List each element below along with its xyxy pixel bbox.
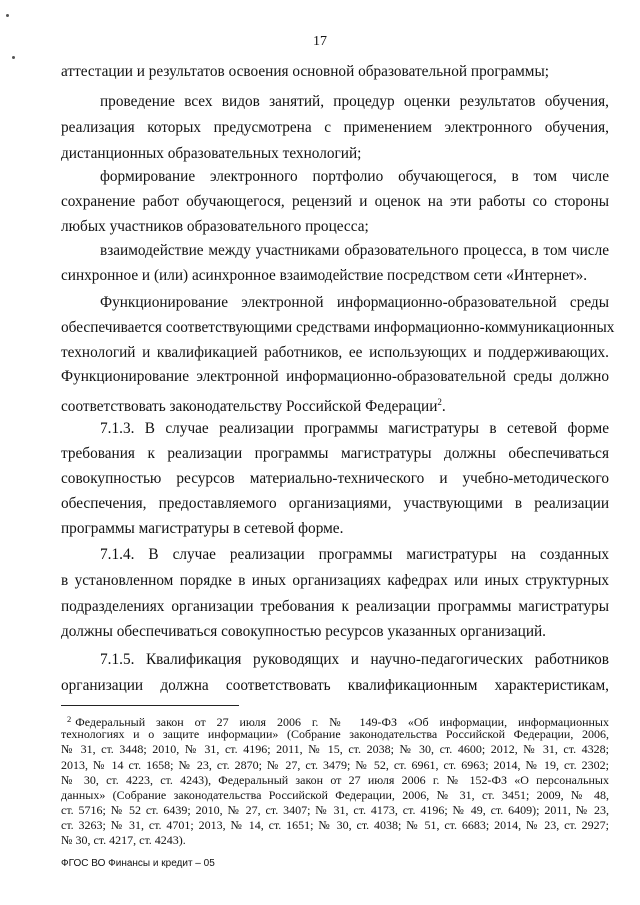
page-number: 17 [313,34,327,49]
footnote-text: Федеральный закон от 27 июля 2006 г. № 149-ФЗ «Об информации, информационных [75,715,609,729]
footnote-line: данных» (Собрание законодательства Российской Федерации, 2006, № 31, ст. 3451; 2009, № 48, [61,788,609,802]
body-line: реализация которых предусмотрена с применением электронного обучения, [61,119,609,136]
body-line: любых участников образовательного процесса; [61,218,369,235]
footnote-line: 2013, № 14 ст. 1658; № 23, ст. 2870; № 27, ст. 3479; № 52, ст. 6961, ст. 6963; 2014, № 19, ст. 2302; [61,758,609,772]
body-line: синхронное и (или) асинхронное взаимодействие посредством сети «Интернет». [61,267,588,284]
body-line: 7.1.4. В случае реализации программы магистратуры на созданных [100,546,609,563]
body-line-with-footnote: соответствовать законодательству Российской Федерации$^2$. [61,397,446,415]
body-line: дистанционных образовательных технологий; [61,145,362,162]
body-line: обеспечения, предоставляемого организациями, участвующими в реализации [61,495,609,512]
body-line: организации должна соответствовать квалификационным характеристикам, [61,677,609,694]
footnote-marker: 2 [67,714,72,724]
footnote-line: № 31, ст. 3448; 2010, № 31, ст. 4196; 2011, № 15, ст. 2038; № 30, ст. 4600; 2012, № 31, ст. 4328; [61,742,609,756]
footnote-line: № 30, ст. 4217, ст. 4243). [61,833,186,847]
footnote-line: ст. 5716; № 52 ст. 6439; 2010, № 27, ст. 3407; № 31, ст. 4173, ст. 4196; № 49, ст. 6409); 2011, № 23, [61,803,609,817]
scan-speck [6,14,9,17]
body-line: подразделениях организации требования к реализации программы магистратуры [61,598,609,615]
footnote-line: ст. 3263; № 31, ст. 4701; 2013, № 14, ст. 1651; № 30, ст. 4038; № 51, ст. 6683; 2014, № 23, ст. 2927; [61,818,609,832]
body-line: Функционирование электронной информационно-образовательной среды должно [61,368,609,385]
footnote-separator [61,705,239,706]
body-line: сохранение работ обучающегося, рецензий и оценок на эти работы со стороны [61,193,609,210]
document-footer: ФГОС ВО Финансы и кредит – 05 [61,858,215,869]
body-line: в установленном порядке в иных организациях кафедрах или иных структурных [61,572,609,589]
footnote-line: № 30, ст. 4223, ст. 4243), Федеральный закон от 27 июля 2006 г. № 152-ФЗ «О персональных [61,773,609,787]
body-line: 7.1.3. В случае реализации программы магистратуры в сетевой форме [100,420,609,437]
body-line: 7.1.5. Квалификация руководящих и научно-педагогических работников [100,651,609,668]
scan-speck [12,56,15,59]
body-line: обеспечивается соответствующими средствами информационно-коммуникационных [61,319,615,336]
body-line: программы магистратуры в сетевой форме. [61,520,344,537]
body-line: аттестации и результатов освоения основной образовательной программы; [61,63,549,80]
body-line: формирование электронного портфолио обучающегося, в том числе [100,168,609,185]
body-line: Функционирование электронной информационно-образовательной среды [100,294,609,311]
footnote-line: технологиях и о защите информации» (Собрание законодательства Российской Федерации, 2006, [61,727,609,741]
body-line: технологий и квалификацией работников, ее использующих и поддерживающих. [61,344,609,361]
body-line: требования к реализации программы магистратуры должны обеспечиваться [61,445,609,462]
body-line: проведение всех видов занятий, процедур оценки результатов обучения, [100,93,609,110]
footnote-reference: 2 [437,397,442,407]
body-line-text: соответствовать законодательству Российской Федерации [61,398,438,415]
body-line: должны обеспечиваться совокупностью ресурсов указанных организаций. [61,623,547,640]
body-line: совокупностью ресурсов материально-технического и учебно-методического [61,470,609,487]
body-line: взаимодействие между участниками образовательного процесса, в том числе [100,242,609,259]
